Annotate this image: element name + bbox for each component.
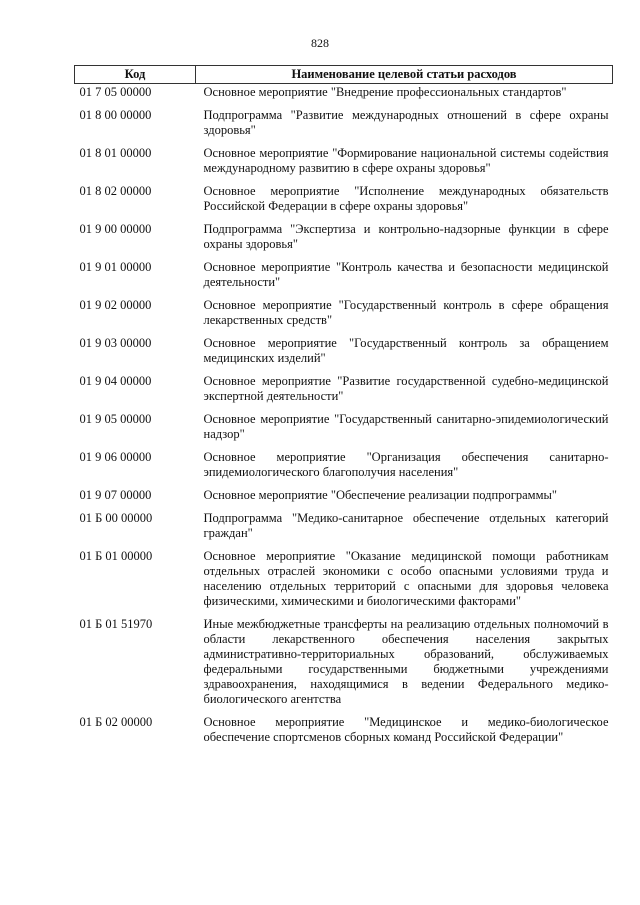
table-row [75, 184, 613, 222]
row-code: 01 8 01 00000 [79, 146, 152, 160]
row-code: 01 7 05 00000 [79, 85, 152, 99]
budget-table [74, 65, 613, 753]
table-row [75, 549, 613, 617]
row-name: Основное мероприятие "Обеспечение реализации подпрограммы" [203, 488, 557, 502]
table-row [75, 412, 613, 450]
row-code: 01 9 03 00000 [79, 336, 152, 350]
table-row [75, 715, 613, 753]
table-row [75, 146, 613, 184]
table-row [75, 450, 613, 488]
row-name: Основное мероприятие "Исполнение международных обязательств Российской Федерации в сфере охраны здоровья" [203, 184, 609, 213]
table-row [75, 108, 613, 146]
table-row [75, 488, 613, 511]
row-name: Подпрограмма "Медико-санитарное обеспечение отдельных категорий граждан" [203, 511, 609, 540]
row-code: 01 9 01 00000 [79, 260, 152, 274]
table-row [75, 84, 613, 109]
table-row [75, 617, 613, 715]
row-name: Основное мероприятие "Формирование национальной системы содействия международному развитию в сфере охраны здоровья" [203, 146, 609, 175]
row-code: 01 8 02 00000 [79, 184, 152, 198]
row-code: 01 Б 00 00000 [79, 511, 153, 525]
row-name: Основное мероприятие "Развитие государственной судебно-медицинской экспертной деятельности" [203, 374, 609, 403]
row-name: Основное мероприятие "Внедрение профессиональных стандартов" [203, 85, 567, 99]
row-name: Основное мероприятие "Организация обеспечения санитарно-эпидемиологического благополучия населения" [203, 450, 609, 479]
row-name: Основное мероприятие "Государственный контроль в сфере обращения лекарственных средств" [203, 298, 609, 327]
row-name: Подпрограмма "Экспертиза и контрольно-надзорные функции в сфере охраны здоровья" [203, 222, 609, 251]
row-code: 01 Б 01 00000 [79, 549, 153, 563]
header-code: Код [75, 66, 196, 84]
row-code: 01 9 06 00000 [79, 450, 152, 464]
header-row [75, 66, 613, 84]
table-row [75, 298, 613, 336]
row-name: Подпрограмма "Развитие международных отношений в сфере охраны здоровья" [203, 108, 609, 137]
row-code: 01 Б 02 00000 [79, 715, 153, 729]
table-row [75, 222, 613, 260]
header-name: Наименование целевой статьи расходов [196, 66, 613, 84]
row-code: 01 9 07 00000 [79, 488, 152, 502]
row-code: 01 9 05 00000 [79, 412, 152, 426]
row-code: 01 9 02 00000 [79, 298, 152, 312]
row-code: 01 9 04 00000 [79, 374, 152, 388]
row-name: Основное мероприятие "Оказание медицинской помощи работникам отдельных отраслей экономики с особо опасными условиями труда и населению отдельных территорий с опасными для здоровья человека физическими, химическими и биологическими факторами" [203, 549, 609, 608]
row-name: Основное мероприятие "Государственный контроль за обращением медицинских изделий" [203, 336, 609, 365]
table-row [75, 336, 613, 374]
table-row [75, 511, 613, 549]
table-row [75, 260, 613, 298]
row-code: 01 8 00 00000 [79, 108, 152, 122]
table-row [75, 374, 613, 412]
row-name: Основное мероприятие "Государственный санитарно-эпидемиологический надзор" [203, 412, 609, 441]
row-code: 01 9 00 00000 [79, 222, 152, 236]
page-number: 828 [311, 36, 329, 50]
table-header [75, 66, 613, 84]
row-name: Иные межбюджетные трансферты на реализацию отдельных полномочий в области лекарственного обеспечения населения закрытых административно-территориальных образований, обслуживаемых федеральными государственными бюджетными учреждениями здравоохранения, находящимися в ведении Федерального медико-биологического агентства [203, 617, 609, 706]
row-name: Основное мероприятие "Контроль качества и безопасности медицинской деятельности" [203, 260, 609, 289]
table-body [75, 84, 613, 754]
row-code: 01 Б 01 51970 [79, 617, 153, 631]
row-name: Основное мероприятие "Медицинское и медико-биологическое обеспечение спортсменов сборных команд Российской Федерации" [203, 715, 609, 744]
